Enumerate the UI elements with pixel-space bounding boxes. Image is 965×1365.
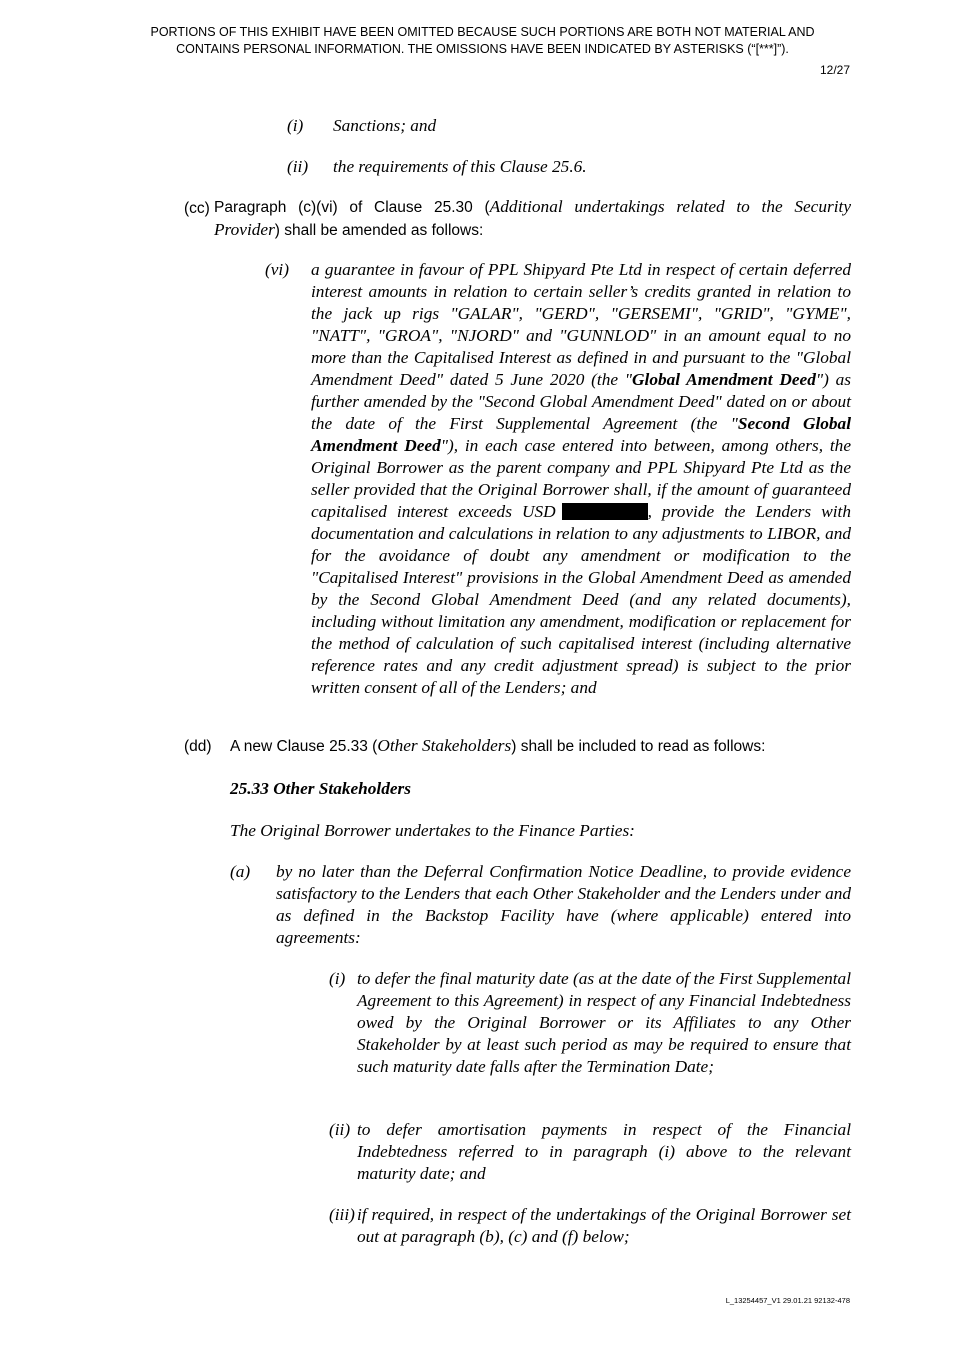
item-ii-number: (ii)	[287, 157, 309, 176]
cc-paragraph	[214, 196, 851, 242]
a-number: (a)	[230, 862, 251, 881]
cc-label: (cc)	[184, 200, 210, 217]
sub-iii-number: (iii)	[329, 1205, 355, 1224]
sub-ii-number: (ii)	[329, 1120, 351, 1139]
intro-text: The Original Borrower undertakes to the Finance Parties:	[230, 821, 635, 840]
vi-text-2: ") as further amended by the "Second Global Amendment Deed" dated on or about the date of the First Supplemental Agreement (the "	[311, 370, 851, 433]
sub-i-number: (i)	[329, 969, 346, 988]
item-i-text: Sanctions; and	[333, 116, 437, 135]
a-text: by no later than the Deferral Confirmation Notice Deadline, to provide evidence satisfactory to the Lenders that each Other Stakeholder and the Lenders under and as defined in the Backstop Facility have (where applicable) entered into agreements:	[276, 862, 851, 947]
sub-i-text: to defer the final maturity date (as at the date of the First Supplemental Agreement to this Agreement) in respect of any Financial Indebtedness owed by the Original Borrower or its Affiliates to any Other Stakeholder by at least such period as may be required to ensure that such maturity date falls after the Termination Date;	[357, 969, 851, 1076]
cc-text-1: Paragraph (c)(vi) of Clause 25.30 (	[214, 199, 490, 216]
vi-bold-2: Second Global Amendment Deed	[311, 414, 851, 455]
dd-text-1: A new Clause 25.33 (	[230, 738, 378, 755]
dd-label: (dd)	[184, 738, 212, 755]
vi-bold-1: Global Amendment Deed	[632, 370, 816, 389]
redaction-box	[562, 503, 648, 520]
item-i-number: (i)	[287, 116, 304, 135]
vi-text-4: , provide the Lenders with documentation and calculations in relation to any adjustments to LIBOR, and for the avoidance of doubt any amendment or modification to the "Capitalised Interest" provisions in the Global Amendment Deed as amended by the Second Global Amendment Deed (and any related documents), including without limitation any amendment, modification or replacement for the method of calculation of such capitalised interest (including alternative reference rates and any credit adjustment spread) is subject to the prior written consent of all of the Lenders; and	[311, 502, 851, 697]
omission-notice	[110, 24, 855, 58]
dd-text-2: Other Stakeholders	[377, 736, 512, 755]
omission-notice-line-1: PORTIONS OF THIS EXHIBIT HAVE BEEN OMITTED BECAUSE SUCH PORTIONS ARE BOTH NOT MATERIAL AND	[150, 25, 815, 39]
vi-paragraph	[311, 259, 851, 699]
cc-text-3: Provider	[214, 220, 275, 239]
cc-text-4: ) shall be amended as follows:	[274, 222, 484, 239]
page-number: 12/27	[819, 63, 850, 77]
vi-number: (vi)	[265, 260, 289, 279]
omission-notice-line-2: CONTAINS PERSONAL INFORMATION. THE OMISSIONS HAVE BEEN INDICATED BY ASTERISKS (“[***]”).	[176, 42, 789, 56]
sub-iii-text: if required, in respect of the undertakings of the Original Borrower set out at paragraph (b), (c) and (f) below;	[357, 1205, 851, 1246]
clause-heading: 25.33 Other Stakeholders	[230, 779, 411, 798]
cc-text-2: Additional undertakings related to the Security	[489, 197, 851, 216]
item-ii-text: the requirements of this Clause 25.6.	[333, 157, 587, 176]
sub-ii-text: to defer amortisation payments in respect of the Financial Indebtedness referred to in paragraph (i) above to the relevant maturity date; and	[357, 1120, 851, 1183]
document-reference: L_13254457_V1 29.01.21 92132-478	[725, 1296, 850, 1305]
dd-paragraph	[230, 735, 765, 758]
vi-text-3: "), in each case entered into between, among others, the Original Borrower as the parent company and PPL Shipyard Pte Ltd as the seller provided that the Original Borrower shall, if the amount of guaranteed capitalised interest exceeds USD	[311, 436, 851, 521]
dd-text-3: ) shall be included to read as follows:	[511, 738, 766, 755]
vi-text-1: a guarantee in favour of PPL Shipyard Pte Ltd in respect of certain deferred interest amounts in relation to certain seller’s credits granted in relation to the jack up rigs "GALAR", "GERD", "GERSEMI", "GRID", "GYME", "NATT", "GROA", "NJORD" and "GUNNLOD" in an amount equal to no more than the Capitalised Interest as defined in and pursuant to the "Global Amendment Deed" dated 5 June 2020 (the "	[311, 260, 851, 389]
